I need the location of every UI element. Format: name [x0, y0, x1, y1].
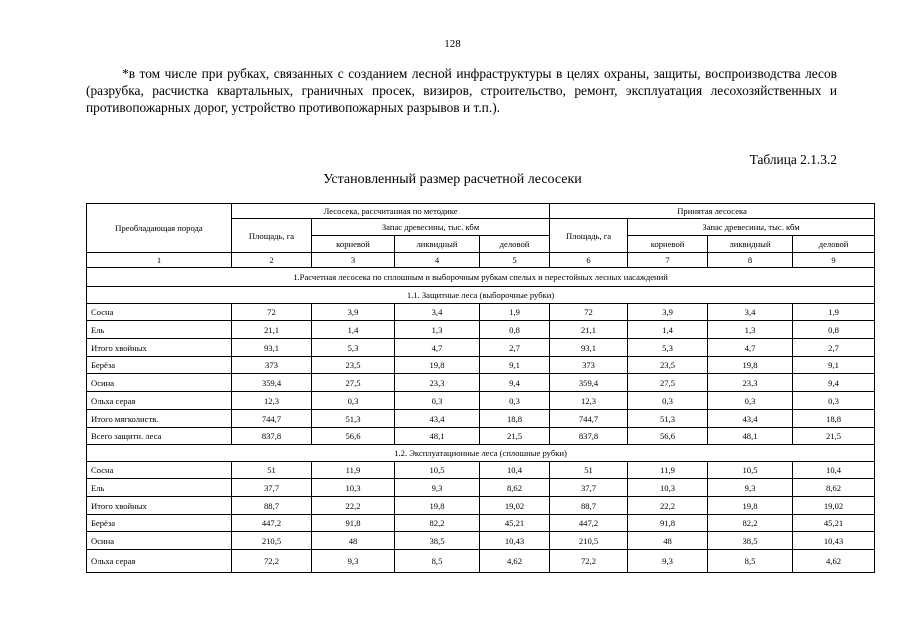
- value-cell: 19,8: [708, 357, 793, 374]
- species-name: Всего защитн. леса: [87, 428, 232, 445]
- value-cell: 373: [550, 357, 628, 374]
- table-row: [87, 462, 875, 479]
- col-number: 8: [708, 253, 793, 268]
- value-cell: 11,9: [628, 462, 708, 479]
- table-row: [87, 428, 875, 445]
- value-cell: 43,4: [708, 410, 793, 428]
- value-cell: 10,4: [793, 462, 875, 479]
- section-heading: 1.Расчетная лесосека по сплошным и выборочным рубкам спелых и перестойных лесных насаждений: [87, 268, 875, 287]
- header-stock-accepted: Запас древесины, тыс. кбм: [628, 219, 875, 236]
- value-cell: 88,7: [550, 497, 628, 515]
- value-cell: 72,2: [232, 550, 312, 573]
- table-row: [87, 392, 875, 410]
- value-cell: 359,4: [550, 374, 628, 392]
- value-cell: 51,3: [628, 410, 708, 428]
- allowable-cut-table: [86, 203, 875, 573]
- value-cell: 22,2: [312, 497, 395, 515]
- value-cell: 21,5: [793, 428, 875, 445]
- value-cell: 48: [312, 532, 395, 550]
- value-cell: 9,3: [312, 550, 395, 573]
- value-cell: 837,8: [232, 428, 312, 445]
- value-cell: 48,1: [395, 428, 480, 445]
- value-cell: 1,9: [793, 304, 875, 321]
- value-cell: 38,5: [395, 532, 480, 550]
- value-cell: 0,3: [793, 392, 875, 410]
- value-cell: 8,5: [395, 550, 480, 573]
- value-cell: 51,3: [312, 410, 395, 428]
- header-area-accepted: Площадь, га: [550, 219, 628, 253]
- value-cell: 837,8: [550, 428, 628, 445]
- value-cell: 21,1: [232, 321, 312, 339]
- species-name: Берёза: [87, 357, 232, 374]
- value-cell: 12,3: [232, 392, 312, 410]
- value-cell: 45,21: [793, 515, 875, 532]
- value-cell: 10,4: [480, 462, 550, 479]
- value-cell: 23,5: [312, 357, 395, 374]
- value-cell: 8,62: [480, 479, 550, 497]
- value-cell: 4,62: [793, 550, 875, 573]
- value-cell: 10,43: [793, 532, 875, 550]
- value-cell: 1,4: [628, 321, 708, 339]
- header-calc-group: Лесосека, рассчитанная по методике: [232, 204, 550, 219]
- header-root-accepted: корневой: [628, 236, 708, 253]
- value-cell: 210,5: [550, 532, 628, 550]
- value-cell: 9,4: [793, 374, 875, 392]
- species-name: Осина: [87, 532, 232, 550]
- section-heading: 1.2. Эксплуатационные леса (сплошные рубки): [87, 445, 875, 462]
- value-cell: 51: [550, 462, 628, 479]
- header-root-calc: корневой: [312, 236, 395, 253]
- value-cell: 0,3: [628, 392, 708, 410]
- value-cell: 19,02: [480, 497, 550, 515]
- table-row: [87, 410, 875, 428]
- value-cell: 56,6: [628, 428, 708, 445]
- value-cell: 88,7: [232, 497, 312, 515]
- table-row: [87, 357, 875, 374]
- value-cell: 10,43: [480, 532, 550, 550]
- value-cell: 0,8: [793, 321, 875, 339]
- value-cell: 10,5: [708, 462, 793, 479]
- value-cell: 43,4: [395, 410, 480, 428]
- species-name: Ольха серая: [87, 392, 232, 410]
- col-number: 1: [87, 253, 232, 268]
- table-row: [87, 479, 875, 497]
- value-cell: 3,9: [312, 304, 395, 321]
- value-cell: 18,8: [480, 410, 550, 428]
- value-cell: 11,9: [312, 462, 395, 479]
- col-number: 4: [395, 253, 480, 268]
- header-accepted-group: Принятая лесосека: [550, 204, 875, 219]
- value-cell: 373: [232, 357, 312, 374]
- value-cell: 72,2: [550, 550, 628, 573]
- value-cell: 21,5: [480, 428, 550, 445]
- value-cell: 5,3: [312, 339, 395, 357]
- value-cell: 19,8: [708, 497, 793, 515]
- table-row: [87, 339, 875, 357]
- table-title: Установленный размер расчетной лесосеки: [323, 172, 582, 187]
- value-cell: 8,62: [793, 479, 875, 497]
- value-cell: 38,5: [708, 532, 793, 550]
- value-cell: 0,3: [480, 392, 550, 410]
- header-area-calc: Площадь, га: [232, 219, 312, 253]
- value-cell: 23,5: [628, 357, 708, 374]
- value-cell: 93,1: [550, 339, 628, 357]
- value-cell: 45,21: [480, 515, 550, 532]
- species-name: Ель: [87, 479, 232, 497]
- col-number: 3: [312, 253, 395, 268]
- table-row: [87, 532, 875, 550]
- value-cell: 27,5: [312, 374, 395, 392]
- table-row: [87, 515, 875, 532]
- protective-forest-rows: [87, 304, 875, 445]
- table-row: [87, 321, 875, 339]
- exploitation-forest-rows: [87, 462, 875, 573]
- table-row: [87, 550, 875, 573]
- value-cell: 2,7: [480, 339, 550, 357]
- value-cell: 82,2: [708, 515, 793, 532]
- value-cell: 744,7: [232, 410, 312, 428]
- table-label: Таблица 2.1.3.2: [749, 152, 837, 167]
- value-cell: 91,8: [312, 515, 395, 532]
- column-number-row: [87, 253, 875, 268]
- col-number: 7: [628, 253, 708, 268]
- value-cell: 12,3: [550, 392, 628, 410]
- species-name: Итого хвойных: [87, 497, 232, 515]
- value-cell: 744,7: [550, 410, 628, 428]
- value-cell: 48,1: [708, 428, 793, 445]
- table-row: [87, 374, 875, 392]
- header-stock-calc: Запас древесины, тыс. кбм: [312, 219, 550, 236]
- value-cell: 19,8: [395, 357, 480, 374]
- value-cell: 447,2: [550, 515, 628, 532]
- species-name: Ольха серая: [87, 550, 232, 573]
- header-species: Преобладающая порода: [87, 204, 232, 253]
- value-cell: 4,7: [708, 339, 793, 357]
- species-name: Берёза: [87, 515, 232, 532]
- header-business-accepted: деловой: [793, 236, 875, 253]
- value-cell: 72: [232, 304, 312, 321]
- header-liquid-accepted: ликвидный: [708, 236, 793, 253]
- value-cell: 4,62: [480, 550, 550, 573]
- footnote-paragraph: *в том числе при рубках, связанных с созданием лесной инфраструктуры в целях охраны, защиты, воспроизводства лесов (разрубка, расчистка квартальных, граничных просек, визиров, строительство, ремонт, эксплуатация лесохозяйственных и противопожарных дорог, устройство противопожарных разрывов и т.п.).: [86, 66, 837, 115]
- species-name: Итого хвойных: [87, 339, 232, 357]
- table-row: [87, 304, 875, 321]
- value-cell: 0,3: [708, 392, 793, 410]
- value-cell: 9,3: [708, 479, 793, 497]
- species-name: Сосна: [87, 304, 232, 321]
- value-cell: 5,3: [628, 339, 708, 357]
- value-cell: 9,1: [793, 357, 875, 374]
- value-cell: 72: [550, 304, 628, 321]
- species-name: Итого мягколиств.: [87, 410, 232, 428]
- value-cell: 210,5: [232, 532, 312, 550]
- page-number: 128: [444, 38, 461, 50]
- col-number: 9: [793, 253, 875, 268]
- value-cell: 0,3: [395, 392, 480, 410]
- value-cell: 3,4: [395, 304, 480, 321]
- value-cell: 22,2: [628, 497, 708, 515]
- species-name: Сосна: [87, 462, 232, 479]
- value-cell: 8,5: [708, 550, 793, 573]
- value-cell: 447,2: [232, 515, 312, 532]
- species-name: Осина: [87, 374, 232, 392]
- header-liquid-calc: ликвидный: [395, 236, 480, 253]
- value-cell: 21,1: [550, 321, 628, 339]
- value-cell: 10,3: [628, 479, 708, 497]
- value-cell: 48: [628, 532, 708, 550]
- value-cell: 3,4: [708, 304, 793, 321]
- value-cell: 10,5: [395, 462, 480, 479]
- value-cell: 359,4: [232, 374, 312, 392]
- value-cell: 19,02: [793, 497, 875, 515]
- value-cell: 9,4: [480, 374, 550, 392]
- value-cell: 9,1: [480, 357, 550, 374]
- section-heading: 1.1. Защитные леса (выборочные рубки): [87, 287, 875, 304]
- table-row: [87, 497, 875, 515]
- value-cell: 23,3: [708, 374, 793, 392]
- col-number: 2: [232, 253, 312, 268]
- header-business-calc: деловой: [480, 236, 550, 253]
- col-number: 6: [550, 253, 628, 268]
- value-cell: 1,4: [312, 321, 395, 339]
- value-cell: 51: [232, 462, 312, 479]
- value-cell: 93,1: [232, 339, 312, 357]
- value-cell: 3,9: [628, 304, 708, 321]
- value-cell: 0,3: [312, 392, 395, 410]
- value-cell: 19,8: [395, 497, 480, 515]
- value-cell: 1,9: [480, 304, 550, 321]
- value-cell: 56,6: [312, 428, 395, 445]
- value-cell: 82,2: [395, 515, 480, 532]
- value-cell: 2,7: [793, 339, 875, 357]
- value-cell: 1,3: [395, 321, 480, 339]
- value-cell: 4,7: [395, 339, 480, 357]
- value-cell: 27,5: [628, 374, 708, 392]
- species-name: Ель: [87, 321, 232, 339]
- value-cell: 91,8: [628, 515, 708, 532]
- value-cell: 9,3: [395, 479, 480, 497]
- col-number: 5: [480, 253, 550, 268]
- value-cell: 9,3: [628, 550, 708, 573]
- value-cell: 10,3: [312, 479, 395, 497]
- value-cell: 18,8: [793, 410, 875, 428]
- value-cell: 0,8: [480, 321, 550, 339]
- value-cell: 23,3: [395, 374, 480, 392]
- value-cell: 37,7: [232, 479, 312, 497]
- value-cell: 1,3: [708, 321, 793, 339]
- value-cell: 37,7: [550, 479, 628, 497]
